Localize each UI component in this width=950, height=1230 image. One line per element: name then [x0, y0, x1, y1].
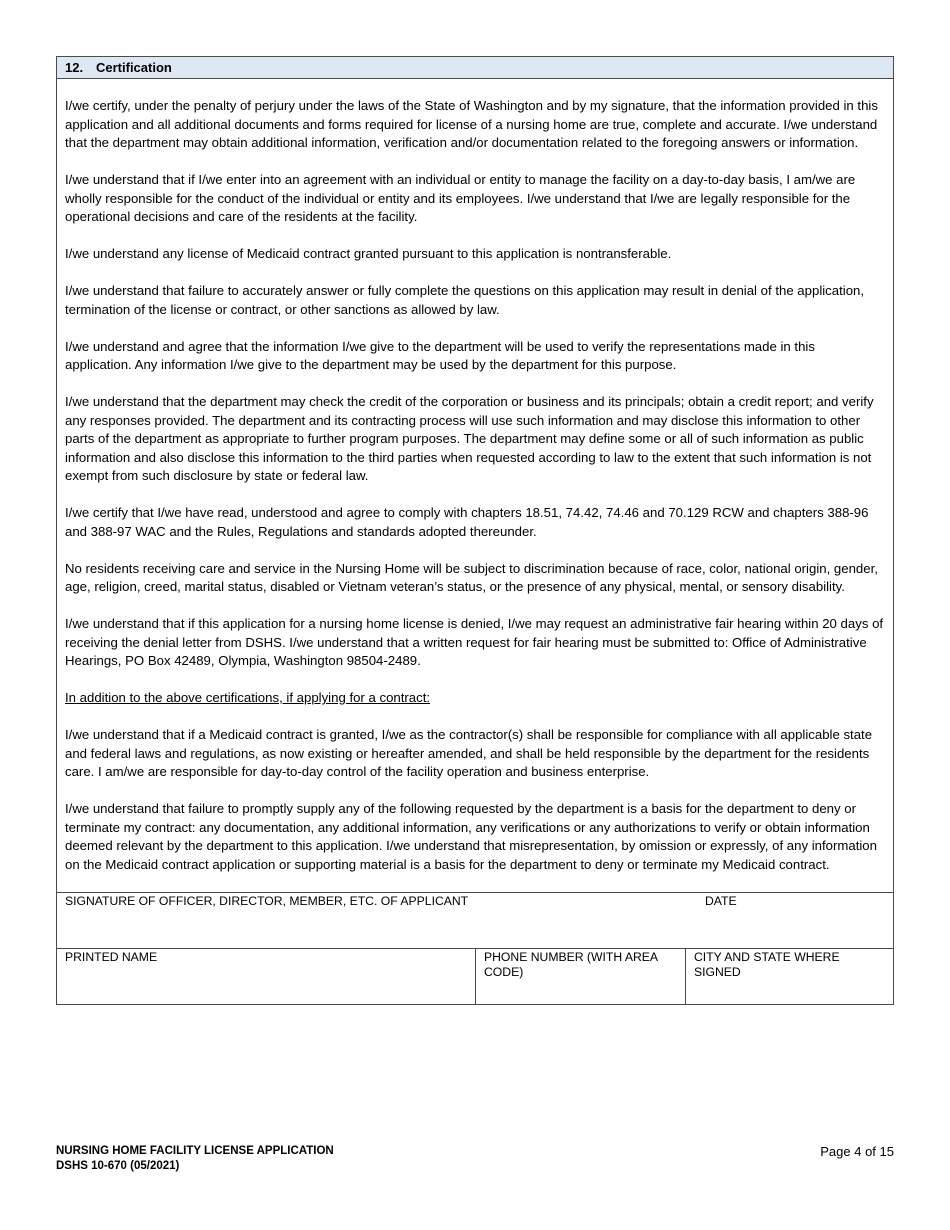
form-title: NURSING HOME FACILITY LICENSE APPLICATION — [56, 1145, 334, 1157]
paragraph-nontransferable: I/we understand any license of Medicaid contract granted pursuant to this application is nontransferable. — [65, 246, 672, 261]
printed-name-field[interactable] — [57, 949, 476, 1004]
phone-number-label: PHONE NUMBER (WITH AREA CODE) — [484, 950, 658, 979]
date-label: DATE — [705, 894, 737, 908]
signature-label: SIGNATURE OF OFFICER, DIRECTOR, MEMBER, ETC. OF APPLICANT — [65, 894, 469, 908]
signature-field[interactable] — [57, 893, 697, 948]
phone-number-field[interactable] — [476, 949, 686, 1004]
paragraph-supply-information: I/we understand that failure to promptly supply any of the following requested by the department is a basis for the department to deny or terminate my contract: any documentation, any additional information, any verifications or any authorizations to verify or obtain information deemed relevant by the department to this application. I/we understand that misrepresentation, by omission or expressly, of any information on the Medicaid contract application or supporting material is a basis for the department to deny or terminate my Medicaid contract. — [65, 801, 877, 872]
printed-name-label: PRINTED NAME — [65, 950, 158, 964]
paragraph-credit-check: I/we understand that the department may check the credit of the corporation or business and its principals; obtain a credit report; and verify any responses provided. The department and its contracting process will use such information and may disclose this information to other parts of the department as appropriate to further program purposes. The department may define some or all of such information as public information and also disclose this information to the third parties when requested according to law to the extent that such information is not exempt from such disclosure by state or federal law. — [65, 394, 874, 483]
city-state-label: CITY AND STATE WHERE SIGNED — [694, 950, 840, 979]
page-footer — [56, 1144, 894, 1174]
form-number: DSHS 10-670 (05/2021) — [56, 1160, 180, 1172]
certification-form — [56, 56, 894, 1005]
paragraph-failure-to-answer: I/we understand that failure to accurately answer or fully complete the questions on this application may result in denial of the application, termination of the license or contract, or other sanctions as allowed by law. — [65, 283, 865, 317]
certification-text — [57, 79, 893, 892]
name-row — [57, 948, 893, 1004]
section-number: 12. — [65, 60, 84, 75]
paragraph-fair-hearing: I/we understand that if this application for a nursing home license is denied, I/we may request an administrative fair hearing within 20 days of receiving the denial letter from DSHS. I/we understand that a written request for fair hearing must be submitted to: Office of Administrative Hearings, PO Box 42489, Olympia, Washington 98504-2489. — [65, 616, 884, 668]
city-state-field[interactable] — [686, 949, 893, 1004]
page-number: Page 4 of 15 — [820, 1144, 894, 1159]
paragraph-management-responsibility: I/we understand that if I/we enter into an agreement with an individual or entity to manage the facility on a day-to-day basis, I am/we are wholly responsible for the conduct of the individual or entity and its employees. I/we understand that I/we are legally responsible for the operational decisions and care of the residents at the facility. — [65, 172, 856, 224]
form-identification — [56, 1144, 334, 1174]
section-title: Certification — [96, 60, 172, 75]
paragraph-verify-representations: I/we understand and agree that the information I/we give to the department will be used to verify the representations made in this application. Any information I/we give to the department may be used by the department for this purpose. — [65, 338, 815, 372]
contract-subheading: In addition to the above certifications, if applying for a contract: — [65, 690, 431, 705]
date-field[interactable] — [697, 893, 893, 948]
paragraph-certify-accuracy: I/we certify, under the penalty of perjury under the laws of the State of Washington and by my signature, that the information provided in this application and all additional documents and forms required for license of a nursing home are true, complete and accurate. I/we understand that the department may obtain additional information, verification and/or documentation related to the foregoing answers or information. — [65, 98, 878, 150]
paragraph-comply-chapters: I/we certify that I/we have read, understood and agree to comply with chapters 18.51, 74.42, 74.46 and 70.129 RCW and chapters 388-96 and 388-97 WAC and the Rules, Regulations and standards adopted thereunder. — [65, 505, 869, 539]
section-header — [57, 57, 893, 79]
paragraph-nondiscrimination: No residents receiving care and service in the Nursing Home will be subject to discrimination because of race, color, national origin, gender, age, religion, creed, marital status, disabled or Vietnam veteran’s status, or the presence of any physical, mental, or sensory disability. — [65, 560, 878, 594]
signature-row — [57, 892, 893, 948]
paragraph-contractor-compliance: I/we understand that if a Medicaid contract is granted, I/we as the contractor(s) shall be responsible for compliance with all applicable state and federal laws and regulations, as now existing or hereafter amended, and shall be held responsible by the department for the residents care. I am/we are responsible for day-to-day control of the facility operation and business enterprise. — [65, 727, 873, 779]
